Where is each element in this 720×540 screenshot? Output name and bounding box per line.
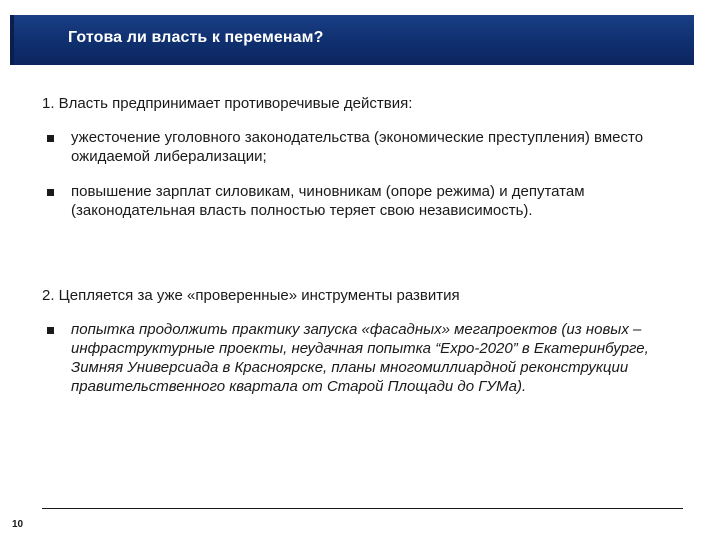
page-title: Готова ли власть к переменам? <box>68 29 324 46</box>
bullet-text: ужесточение уголовного законодательства (экономические преступления) вместо ожидаемой либерализации; <box>71 129 644 165</box>
section-heading-1: 1. Власть предпринимает противоречивые действия: <box>42 95 413 112</box>
bullet-text: повышение зарплат силовикам, чиновникам (опоре режима) и депутатам (законодательная власть полностью теряет свою независимость). <box>71 183 585 219</box>
section-heading-2: 2. Цепляется за уже «проверенные» инструменты развития <box>42 287 460 304</box>
footer-divider <box>42 508 683 509</box>
bullet-square-icon <box>47 135 54 142</box>
bullet-square-icon <box>47 189 54 196</box>
header-accent <box>10 15 14 65</box>
page-number: 10 <box>12 519 24 530</box>
bullet-square-icon <box>47 327 54 334</box>
bullet-text: попытка продолжить практику запуска «фасадных» мегапроектов (из новых – инфраструктурные проекты, неудачная попытка “Expo-2020” в Екатеринбурге, Зимняя Универсиада в Красноярске, планы многомиллиардной реконструкции правительственного квартала от Старой Площади до ГУМа). <box>71 321 649 395</box>
header-bar <box>10 15 694 65</box>
